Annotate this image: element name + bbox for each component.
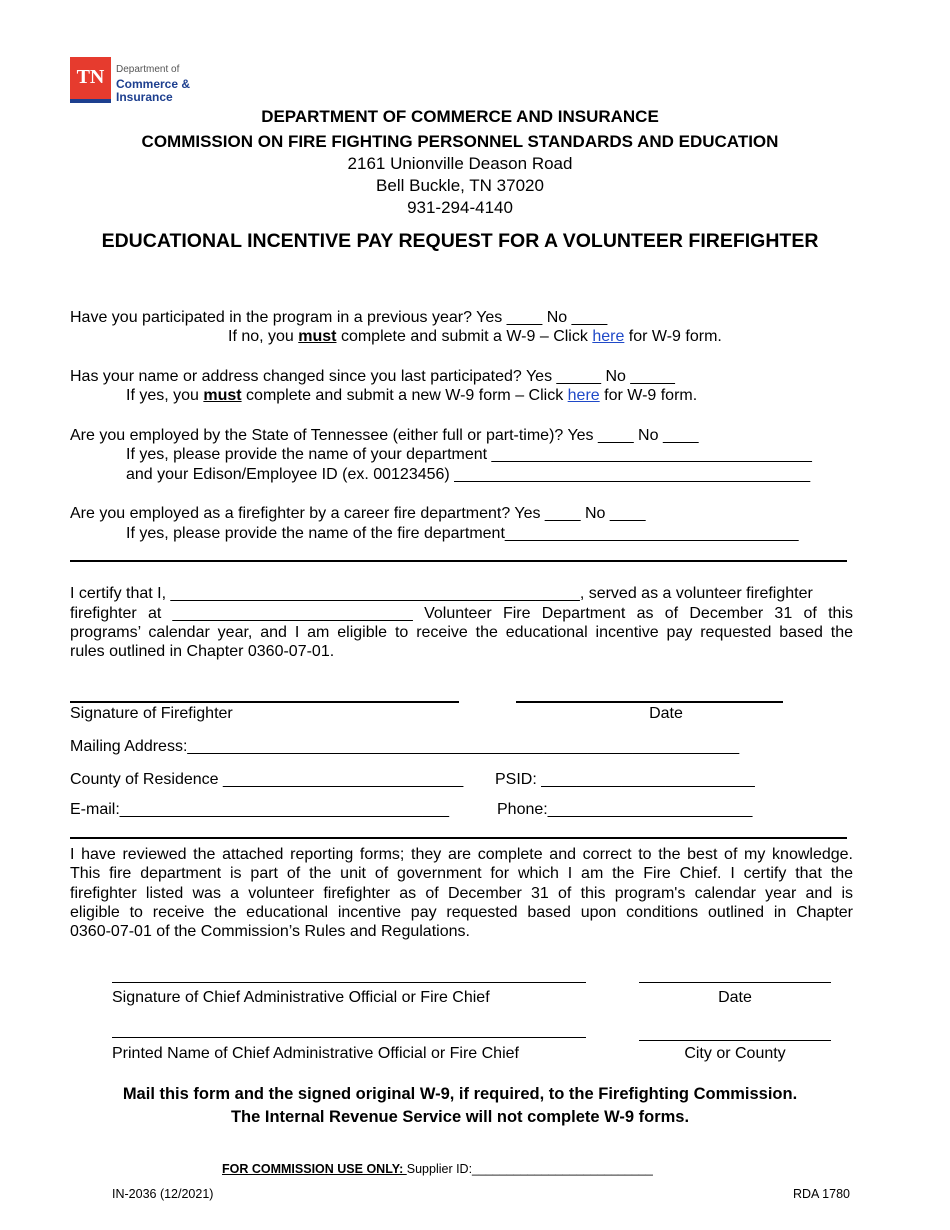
form-number: IN-2036 (12/2021) [112,1187,214,1201]
phone-field[interactable]: Phone:_______________________ [497,801,753,818]
section-divider-2 [70,837,847,839]
w9-link-1[interactable]: here [592,328,625,345]
question-previous-year: Have you participated in the program in a previous year? Yes ____ No ____ [70,309,608,326]
mail-notice-line-2: The Internal Revenue Service will not complete W-9 forms. [230,1108,690,1126]
mail-notice-line-1: Mail this form and the signed original W-9, if required, to the Firefighting Commission. [122,1085,798,1103]
header-phone: 931-294-4140 [407,198,513,217]
firefighter-date-line[interactable] [516,701,783,703]
form-title: EDUCATIONAL INCENTIVE PAY REQUEST FOR A VOLUNTEER FIREFIGHTER [101,230,819,252]
tn-badge-text: TN [76,66,105,88]
chief-statement-line-3: firefighter listed was a volunteer firefighter as of December 31 of this program's calendar year and is [70,885,853,902]
chief-printed-name-line[interactable] [112,1037,586,1038]
logo-line-2: Commerce & [116,77,191,91]
chief-statement-line-5: 0360-07-01 of the Commission’s Rules and Regulations. [70,923,470,940]
commission-use-row [222,1162,653,1176]
department-heading: DEPARTMENT OF COMMERCE AND INSURANCE [261,107,659,126]
question-state-employee: Are you employed by the State of Tennessee (either full or part-time)? Yes ____ No ____ [70,427,699,444]
q3-employee-id-field[interactable]: and your Edison/Employee ID (ex. 00123456) ________________________________________ [126,466,811,483]
logo-line-1: Department of [116,64,180,75]
logo-underline-bar [70,99,111,103]
chief-printed-name-label: Printed Name of Chief Administrative Official or Fire Chief [112,1045,519,1062]
chief-date-line[interactable] [639,982,831,983]
q1-instruction-a: If no, you [228,328,299,345]
mailing-address-field[interactable]: Mailing Address:______________________________________________________________ [70,738,740,755]
commission-use-label: FOR COMMISSION USE ONLY: [222,1162,407,1176]
chief-signature-label: Signature of Chief Administrative Official or Fire Chief [112,989,490,1006]
firefighter-name-field[interactable]: ______________________________________________ [170,585,580,602]
certify-line-2: firefighter at ___________________________ Volunteer Fire Department as of December 31 of this [70,605,853,622]
firefighter-signature-line[interactable] [70,701,459,703]
q2-instruction-c: for W-9 form. [599,387,698,404]
certify-line-1b: , served as a volunteer firefighter [579,585,813,602]
chief-date-label: Date [718,989,752,1006]
q1-must: must [298,328,337,345]
q2-must: must [203,387,242,404]
q1-instruction [228,328,722,346]
psid-field[interactable]: PSID: ________________________ [495,771,755,788]
q2-instruction [126,387,697,405]
certify-line-4: rules outlined in Chapter 0360-07-01. [70,643,335,660]
q2-instruction-a: If yes, you [126,387,204,404]
city-county-label: City or County [684,1045,786,1062]
section-divider-1 [70,560,847,562]
address-city: Bell Buckle, TN 37020 [376,176,544,195]
q3-department-field[interactable]: If yes, please provide the name of your department ____________________________________ [126,446,812,463]
certify-line-1 [70,585,813,603]
firefighter-date-label: Date [649,705,683,722]
chief-signature-line[interactable] [112,982,586,983]
address-street: 2161 Unionville Deason Road [347,154,573,173]
chief-statement-line-4: eligible to receive the educational incentive pay requested based upon conditions outlined in Chapter [70,904,853,921]
q1-instruction-c: for W-9 form. [624,328,722,345]
firefighter-signature-label: Signature of Firefighter [70,705,233,722]
q2-instruction-b: complete and submit a new W-9 form – Click [241,387,568,404]
certify-line-1a: I certify that I, [70,585,171,602]
city-county-line[interactable] [639,1040,831,1041]
certify-line-3: programs’ calendar year, and I am eligible to receive the educational incentive pay requested based the [70,624,853,641]
w9-link-2[interactable]: here [567,387,600,404]
rda-number: RDA 1780 [793,1187,850,1201]
county-of-residence-field[interactable]: County of Residence ___________________________ [70,771,464,788]
tn-logo-badge [70,57,111,99]
question-name-changed: Has your name or address changed since you last participated? Yes _____ No _____ [70,368,675,385]
chief-statement-line-2: This fire department is part of the unit of government for which I am the Fire Chief. I certify that the [70,865,853,882]
supplier-id-field[interactable]: Supplier ID:__________________________ [406,1162,653,1176]
commission-heading: COMMISSION ON FIRE FIGHTING PERSONNEL STANDARDS AND EDUCATION [141,132,779,151]
q4-fire-department-field[interactable]: If yes, please provide the name of the fire department_________________________________ [126,525,799,542]
chief-statement-line-1: I have reviewed the attached reporting forms; they are complete and correct to the best of my knowledge. [70,846,853,863]
email-field[interactable]: E-mail:_____________________________________ [70,801,450,818]
logo-line-3: Insurance [116,90,173,104]
question-career-firefighter: Are you employed as a firefighter by a career fire department? Yes ____ No ____ [70,505,646,522]
q1-instruction-b: complete and submit a W-9 – Click [336,328,593,345]
